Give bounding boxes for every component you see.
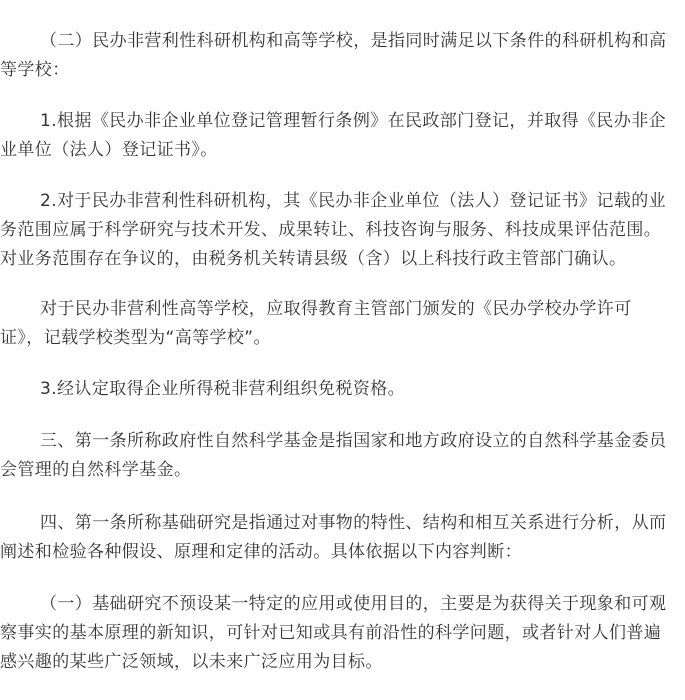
text-line: 四、第一条所称基础研究是指通过对事物的特性、结构和相互关系进行分析，从而: [40, 513, 667, 533]
text-line: 阐述和检验各种假设、原理和定律的活动。具体依据以下内容判断：: [0, 542, 522, 562]
paragraph-basic-research: [0, 590, 685, 677]
text-line: 1.根据《民办非企业单位登记管理暂行条例》在民政部门登记，并取得《民办非企: [40, 111, 667, 131]
text-line: 对业务范围存在争议的，由税务机关转请县级（含）以上科技行政主管部门确认。: [0, 249, 627, 269]
text-line: 感兴趣的某些广泛领域，以未来广泛应用为目标。: [0, 652, 383, 672]
paragraph-condition-2: [0, 187, 685, 274]
text-line: 证》，记载学校类型为“高等学校”。: [0, 328, 271, 348]
text-line: 三、第一条所称政府性自然科学基金是指国家和地方政府设立的自然科学基金委员: [40, 431, 667, 451]
text-line: 等学校：: [0, 60, 70, 80]
paragraph-section-3: [0, 427, 685, 485]
paragraph-2-institutions: [0, 27, 685, 85]
paragraph-condition-1: [0, 107, 685, 165]
paragraph-condition-3: [0, 375, 685, 404]
text-line: 会管理的自然科学基金。: [0, 460, 192, 480]
paragraph-section-4: [0, 509, 685, 567]
paragraph-higher-education: [0, 295, 685, 353]
text-line: （一）基础研究不预设某一特定的应用或使用目的，主要是为获得关于现象和可观: [40, 594, 667, 614]
text-line: 2.对于民办非营利性科研机构，其《民办非企业单位（法人）登记证书》记载的业: [40, 191, 667, 211]
text-line: 对于民办非营利性高等学校，应取得教育主管部门颁发的《民办学校办学许可: [40, 299, 632, 319]
text-line: （二）民办非营利性科研机构和高等学校，是指同时满足以下条件的科研机构和高: [40, 31, 667, 51]
text-line: 业单位（法人）登记证书》。: [0, 140, 218, 160]
text-line: 务范围应属于科学研究与技术开发、成果转让、科技咨询与服务、科技成果评估范围。: [0, 220, 662, 240]
text-line: 察事实的基本原理的新知识，可针对已知或具有前沿性的科学问题，或者针对人们普遍: [0, 623, 662, 643]
text-line: 3.经认定取得企业所得税非营利组织免税资格。: [40, 379, 406, 399]
